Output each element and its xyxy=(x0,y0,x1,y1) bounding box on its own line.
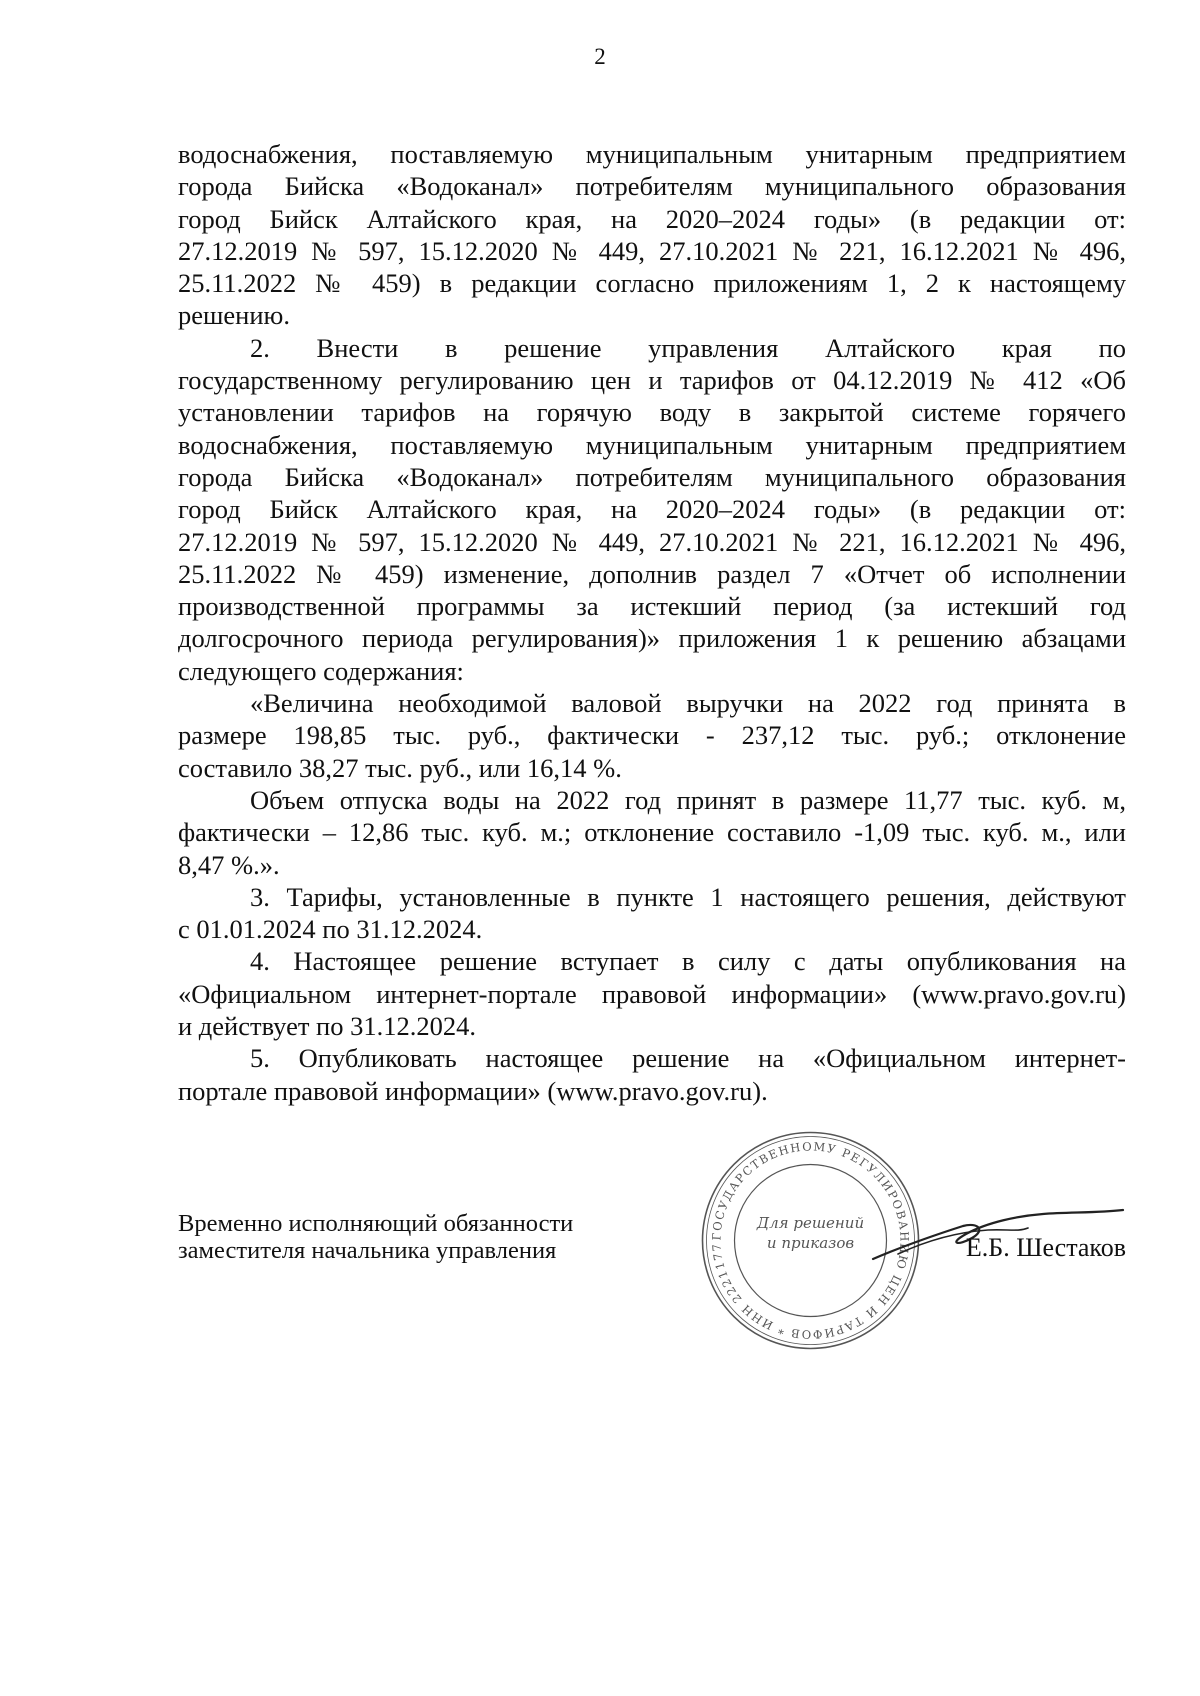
text-line: решению. xyxy=(178,300,290,331)
page-number: 2 xyxy=(594,44,606,69)
text-line: составило 38,27 тыс. руб., или 16,14 %. xyxy=(178,752,622,783)
paragraph-2-start: 2. Внести в решение управления Алтайского края по xyxy=(250,332,1126,363)
seal-inner-text: Для решений xyxy=(756,1214,865,1232)
text-line: портале правовой информации» (www.pravo.gov.ru). xyxy=(178,1075,768,1106)
text-line: водоснабжения, поставляемую муниципальным унитарным предприятием xyxy=(178,429,1126,460)
text-line: города Бийска «Водоканал» потребителям муниципального образования xyxy=(178,461,1126,492)
text-line: государственному регулированию цен и тарифов от 04.12.2019 № 412 «Об xyxy=(178,365,1126,396)
text-line: размере 198,85 тыс. руб., фактически - 237,12 тыс. руб.; отклонение xyxy=(178,720,1126,751)
text-line: 25.11.2022 № 459) изменение, дополнив раздел 7 «Отчет об исполнении xyxy=(178,558,1126,589)
text-line: город Бийск Алтайского края, на 2020–2024 годы» (в редакции от: xyxy=(178,203,1126,234)
text-line: следующего содержания: xyxy=(178,655,464,686)
signatory-title-line: заместителя начальника управления xyxy=(178,1237,557,1264)
text-line: города Бийска «Водоканал» потребителям муниципального образования xyxy=(178,171,1126,202)
text-line: водоснабжения, поставляемую муниципальным унитарным предприятием xyxy=(178,139,1126,169)
signatory-title xyxy=(178,1210,573,1264)
signatory-title-line: Временно исполняющий обязанности xyxy=(178,1210,574,1237)
signature-block xyxy=(178,1139,1126,1360)
text-line: «Официальном интернет-портале правовой информации» (www.pravo.gov.ru) xyxy=(178,978,1126,1009)
seal-inner-text: и приказов xyxy=(766,1234,855,1252)
text-line: долгосрочного периода регулирования)» приложения 1 к решению абзацами xyxy=(178,623,1126,654)
text-line: 27.12.2019 № 597, 15.12.2020 № 449, 27.10.2021 № 221, 16.12.2021 № 496, xyxy=(178,526,1126,557)
text-line: с 01.01.2024 по 31.12.2024. xyxy=(178,914,483,945)
text-line: фактически – 12,86 тыс. куб. м.; отклонение составило -1,09 тыс. куб. м., или xyxy=(178,817,1126,848)
signatory-name: Е.Б. Шестаков xyxy=(965,1233,1126,1262)
quote-start: «Величина необходимой валовой выручки на 2022 год принята в xyxy=(250,688,1126,719)
quote-paragraph-2: Объем отпуска воды на 2022 год принят в размере 11,77 тыс. куб. м, xyxy=(250,784,1126,815)
text-line: город Бийск Алтайского края, на 2020–2024 годы» (в редакции от: xyxy=(178,494,1126,525)
text-line: производственной программы за истекший период (за истекший год xyxy=(178,591,1126,622)
paragraph-4-start: 4. Настоящее решение вступает в силу с даты опубликования на xyxy=(250,946,1126,977)
text-line: 8,47 %.». xyxy=(178,849,280,880)
text-line: 27.12.2019 № 597, 15.12.2020 № 449, 27.10.2021 № 221, 16.12.2021 № 496, xyxy=(178,235,1126,266)
text-line: 25.11.2022 № 459) в редакции согласно приложениям 1, 2 к настоящему xyxy=(178,268,1126,299)
paragraph-5-start: 5. Опубликовать настоящее решение на «Официальном интернет- xyxy=(250,1043,1126,1074)
paragraph-3-start: 3. Тарифы, установленные в пункте 1 настоящего решения, действуют xyxy=(250,881,1126,912)
text-line: и действует по 31.12.2024. xyxy=(178,1011,476,1042)
seal-ring-text: ГОСУДАРСТВЕННОМУ РЕГУЛИРОВАНИЮ ЦЕН И ТАРИФОВ * ИНН 2221177 xyxy=(709,1139,912,1342)
text-line: установлении тарифов на горячую воду в закрытой системе горячего xyxy=(178,397,1126,428)
document-body xyxy=(178,138,1126,1107)
